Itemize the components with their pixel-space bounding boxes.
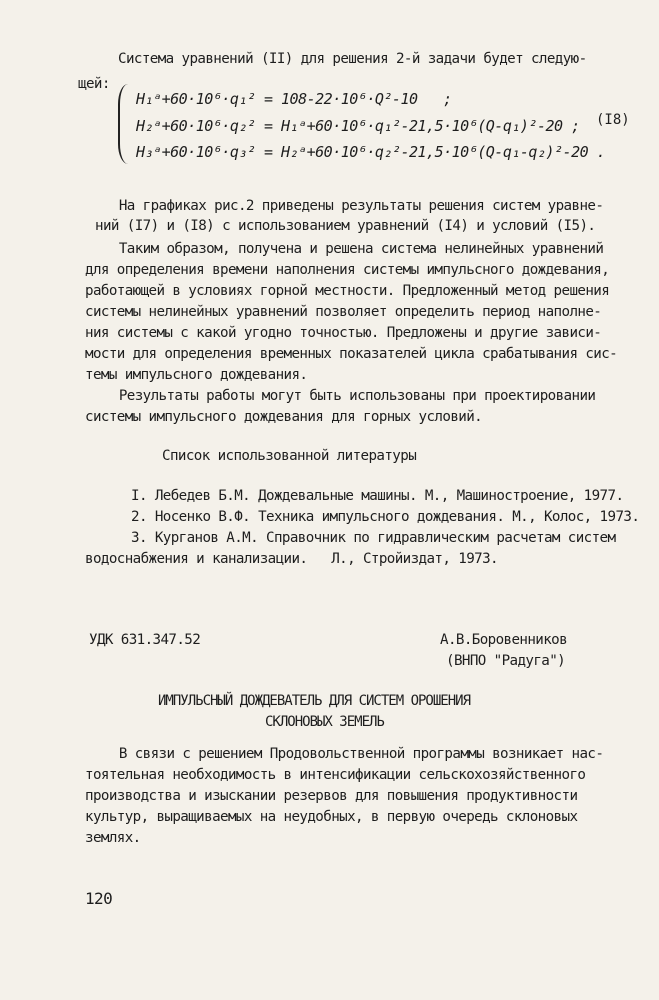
article-body-line-1: В связи с решением Продовольственной программы возникает нас- — [95, 746, 604, 762]
intro-line-2: щей: — [78, 76, 110, 92]
para2-line-4: системы нелинейных уравнений позволяет определить период наполне- — [85, 304, 602, 320]
para1-line-1: На графиках рис.2 приведены результаты решения систем уравне- — [95, 198, 604, 214]
article-body-line-3: производства и изыскании резервов для повышения продуктивности — [85, 788, 578, 804]
intro-line-1: Система уравнений (II) для решения 2-й задачи будет следую- — [118, 51, 587, 67]
reference-item: I. Лебедев Б.М. Дождевальные машины. М., Машиностроение, 1977. — [131, 488, 624, 504]
references-heading: Список использованной литературы — [162, 448, 417, 464]
page-number: 120 — [85, 889, 113, 908]
article-affiliation: (ВНПО "Радуга") — [446, 653, 566, 669]
reference-item: водоснабжения и канализации. Л., Стройиздат, 1973. — [85, 551, 498, 567]
article-title-line-2: СКЛОНОВЫХ ЗЕМЕЛЬ — [265, 714, 384, 730]
para1-line-2: ний (I7) и (I8) с использованием уравнений (I4) и условий (I5). — [95, 218, 596, 234]
para3-line-2: системы импульсного дождевания для горных условий. — [85, 409, 483, 425]
article-author: А.В.Боровенников — [440, 632, 568, 648]
para2-line-1: Таким образом, получена и решена система нелинейных уравнений — [95, 241, 604, 257]
para2-line-5: ния системы с какой угодно точностью. Предложены и другие зависи- — [85, 325, 602, 341]
para2-line-2: для определения времени наполнения системы импульсного дождевания, — [85, 262, 610, 278]
article-body-line-2: тоятельная необходимость в интенсификации сельскохозяйственного — [85, 767, 586, 783]
para3-line-1: Результаты работы могут быть использованы при проектировании — [95, 388, 596, 404]
equation-3: H₃ᵃ+60·10⁶·q₃² = H₂ᵃ+60·10⁶·q₂²-21,5·10⁶(Q-q₁-q₂)²-20 . — [136, 143, 606, 161]
article-body-line-4: культур, выращиваемых на неудобных, в первую очередь склоновых — [85, 809, 578, 825]
equation-2: H₂ᵃ+60·10⁶·q₂² = H₁ᵃ+60·10⁶·q₁²-21,5·10⁶(Q-q₁)²-20 ; — [136, 117, 580, 135]
equation-number: (I8) — [596, 112, 630, 128]
reference-item: 2. Носенко В.Ф. Техника импульсного дождевания. М., Колос, 1973. — [131, 509, 640, 525]
equation-system-brace — [118, 84, 132, 164]
equation-1: H₁ᵃ+60·10⁶·q₁² = 108-22·10⁶·Q²-10 ; — [136, 90, 452, 108]
udk-code: УДК 631.347.52 — [89, 632, 201, 648]
article-body-line-5: землях. — [85, 830, 141, 846]
para2-line-6: мости для определения временных показателей цикла срабатывания сис- — [85, 346, 618, 362]
article-title-line-1: ИМПУЛЬСНЫЙ ДОЖДЕВАТЕЛЬ ДЛЯ СИСТЕМ ОРОШЕНИЯ — [158, 693, 471, 709]
reference-item: 3. Курганов А.М. Справочник по гидравлическим расчетам систем — [131, 530, 616, 546]
para2-line-7: темы импульсного дождевания. — [85, 367, 308, 383]
para2-line-3: работающей в условиях горной местности. Предложенный метод решения — [85, 283, 610, 299]
